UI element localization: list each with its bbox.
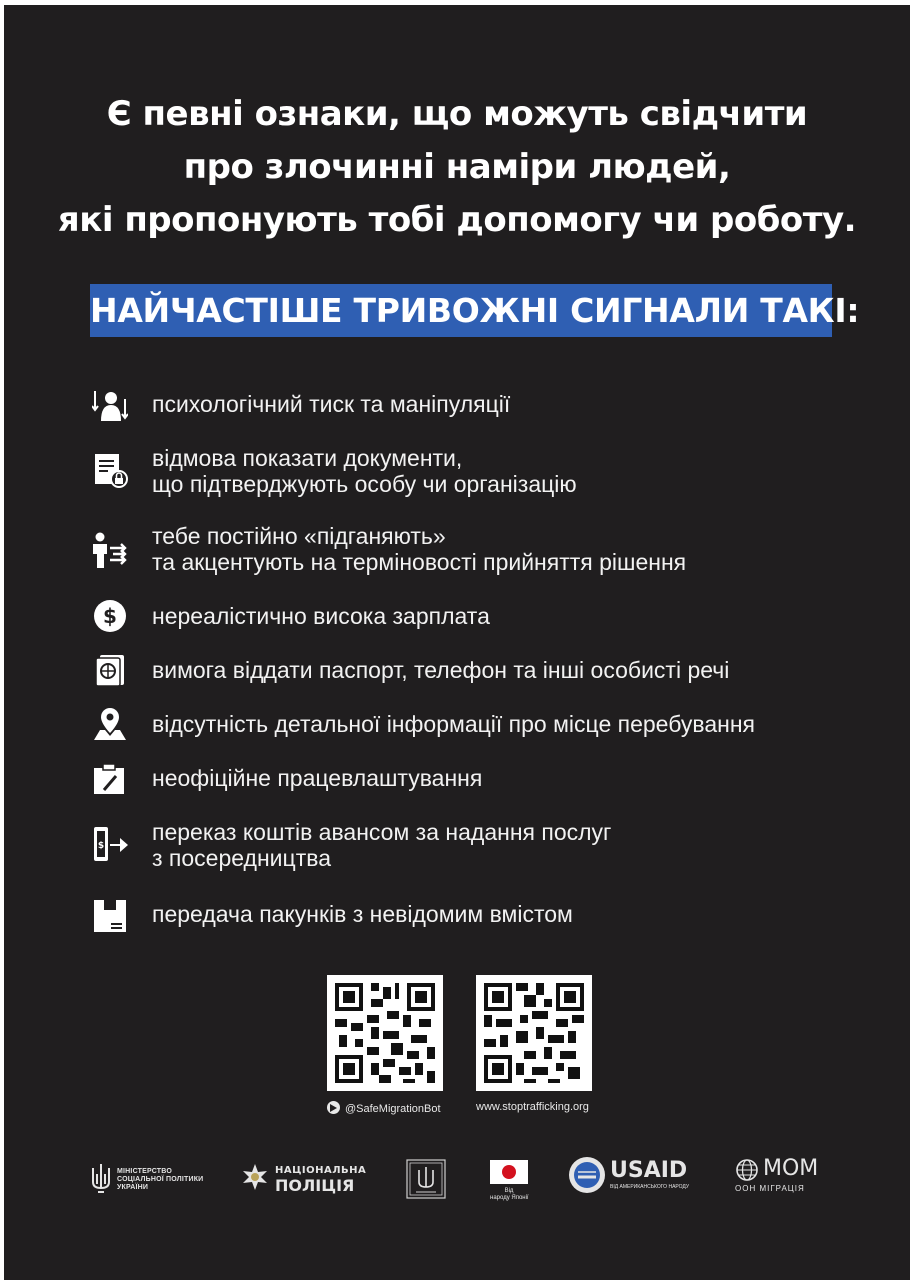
qr-code-icon: [476, 975, 592, 1091]
signal-text: нереалістично висока зарплата: [152, 603, 490, 629]
police-line: ПОЛІЦІЯ: [275, 1176, 355, 1195]
signal-text: відсутність детальної інформації про місце перебування: [152, 711, 755, 737]
signal-text: та акцентують на терміновості прийняття рішення: [152, 549, 687, 575]
signal-text: неофіційне працевлаштування: [152, 765, 483, 791]
ministry-line: МІНІСТЕРСТВО: [117, 1168, 172, 1175]
website-url: www.stoptrafficking.org: [476, 1101, 589, 1113]
japan-flag-icon: [490, 1160, 528, 1184]
police-star-icon: [241, 1163, 269, 1191]
signal-text: переказ коштів авансом за надання послуг: [152, 819, 612, 845]
un-globe-icon: [735, 1158, 759, 1182]
passport-icon: [92, 652, 128, 688]
signal-text: що підтверджують особу чи організацію: [152, 471, 577, 497]
japan-line: народу Японії: [490, 1195, 529, 1201]
qr-code-icon: [327, 975, 443, 1091]
svg-text:$: $: [97, 841, 105, 851]
qr-code-website[interactable]: [476, 975, 592, 1091]
usaid-tagline: ВІД АМЕРИКАНСЬКОГО НАРОДУ: [610, 1184, 690, 1190]
location-pin-icon: [92, 706, 128, 742]
usaid-name: USAID: [610, 1158, 688, 1183]
telegram-caption[interactable]: [327, 1101, 441, 1115]
signal-text: з посередництва: [152, 845, 331, 871]
dollar-coin-icon: [92, 598, 128, 634]
svg-text:$: $: [103, 604, 117, 628]
telegram-icon: [327, 1101, 340, 1114]
japan-line: Від: [504, 1188, 514, 1194]
headline-line: Є певні ознаки, що можуть свідчити: [106, 94, 808, 134]
warning-banner: НАЙЧАСТІШЕ ТРИВОЖНІ СИГНАЛИ ТАКІ:: [90, 284, 832, 337]
iom-name: МОМ: [763, 1156, 819, 1181]
emblem-icon: [406, 1159, 446, 1199]
headline: [0, 88, 914, 247]
clipboard-pen-icon: [92, 762, 128, 798]
qr-code-telegram[interactable]: [327, 975, 443, 1091]
website-caption[interactable]: [476, 1101, 589, 1113]
ministry-line: УКРАЇНИ: [117, 1184, 149, 1191]
signal-text: передача пакунків з невідомим вмістом: [152, 901, 573, 927]
telegram-handle: @SafeMigrationBot: [345, 1103, 441, 1115]
ministry-line: СОЦІАЛЬНОЇ ПОЛІТИКИ: [117, 1176, 204, 1183]
signal-text: вимога віддати паспорт, телефон та інші особисті речі: [152, 657, 730, 683]
headline-line: про злочинні наміри людей,: [183, 147, 731, 187]
signal-text: тебе постійно «підганяють»: [152, 523, 446, 549]
usaid-seal-icon: [568, 1156, 606, 1194]
headline-line: які пропонують тобі допомогу чи роботу.: [57, 200, 857, 240]
person-arrows-icon: [92, 532, 128, 568]
state-emblem-logo: [406, 1159, 446, 1204]
money-transfer-icon: [92, 826, 128, 862]
package-icon: [92, 898, 128, 934]
locked-document-icon: [92, 452, 128, 488]
signal-text: відмова показати документи,: [152, 445, 463, 471]
police-line: НАЦІОНАЛЬНА: [275, 1165, 367, 1176]
iom-tagline: ООН МІГРАЦІЯ: [735, 1184, 805, 1193]
signal-text: психологічний тиск та маніпуляції: [152, 391, 511, 417]
person-pressure-icon: [92, 387, 128, 423]
trident-icon: [90, 1162, 112, 1194]
